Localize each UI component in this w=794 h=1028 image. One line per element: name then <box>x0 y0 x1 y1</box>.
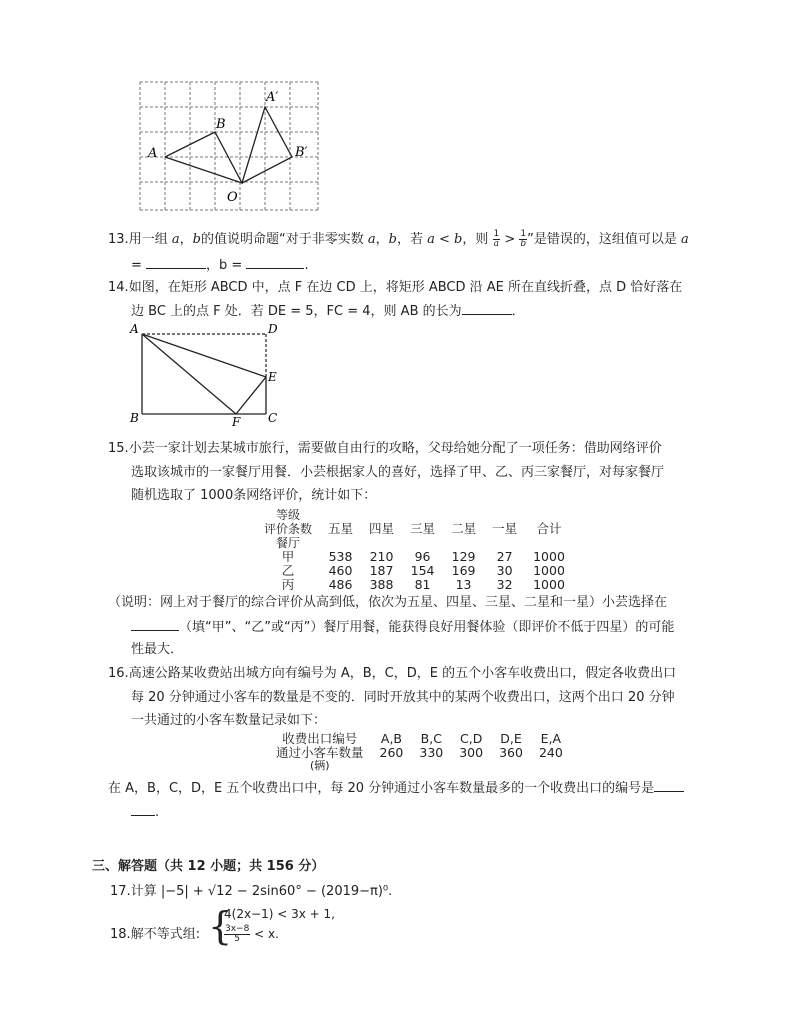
q14-blank[interactable] <box>462 302 512 315</box>
svg-text:B: B <box>130 411 139 425</box>
q15-note3: 性最大． <box>131 642 184 657</box>
q16-line3: 一共通过的小客车数量记录如下： <box>131 713 327 728</box>
q13-blank-a[interactable] <box>146 256 206 269</box>
rectangle-fold-figure <box>128 322 288 426</box>
rotation-grid-figure <box>132 80 322 216</box>
table-corner-header: 等级 评价条数 餐厅 <box>264 508 313 550</box>
inequality-brace: { <box>208 904 233 948</box>
q13-blank-b[interactable] <box>246 256 304 269</box>
table-row: 乙 460 187 154 169 30 1000 <box>281 563 565 578</box>
q16-line2: 每 20 分钟通过小客车的数量是不变的．同时开放其中的某两个收费出口，这两个出口 20 分钟 <box>131 690 675 705</box>
svg-text:D: D <box>268 322 278 336</box>
label-O: O <box>227 190 238 205</box>
q15-line3: 随机选取了 1000条网络评价，统计如下： <box>131 488 377 503</box>
q16-question-cont: . <box>131 803 159 822</box>
q13-line2: = ，b = . <box>131 258 309 273</box>
q13-number: 13. <box>108 232 129 247</box>
q15-blank[interactable] <box>131 618 179 631</box>
q14-line2: 边 BC 上的点 F 处．若 DE = 5，FC = 4，则 AB 的长为 ． <box>131 304 525 319</box>
q15-note2: （填“甲”、“乙”或“丙”）餐厅用餐，能获得良好用餐体验（即评价不低于四星）的可能 <box>131 618 674 637</box>
q15-stat-table: 等级 评价条数 餐厅 五星 四星 三星 二星 一星 合计 甲 538 210 96 129 27 1000 乙 460 187 154 169 30 1000 丙 486 388 81 13 32 1000 <box>256 508 573 592</box>
svg-text:E: E <box>268 370 277 384</box>
table-row: 甲 538 210 96 129 27 1000 <box>281 549 565 564</box>
label-A: A <box>148 146 158 161</box>
q16-blank-part2[interactable] <box>131 803 155 816</box>
label-B: B <box>216 117 226 132</box>
inequality-2: $\frac{3x-8}{5}$ < x. <box>225 924 279 944</box>
q14-line1: 14.如图，在矩形 ABCD 中，点 F 在边 CD 上，将矩形 ABCD 沿 AE 所在直线折叠，点 D 恰好落在 <box>108 280 683 295</box>
fraction-1-over-a: $\frac{1}{a}$ <box>493 229 500 249</box>
label-A-prime: A′ <box>266 90 279 105</box>
q13-line1: 13.用一组 a，b的值说明命题“对于非零实数 a，b，若 a < b，则 $\frac{1}{a}$ > $\frac{1}{b}$ ”是错误的，这组值可以是 a <box>108 229 689 249</box>
svg-text:A: A <box>130 322 139 336</box>
fraction-1-over-b: $\frac{1}{b}$ <box>520 229 527 249</box>
q16-blank-part1[interactable] <box>654 779 684 792</box>
q15-line1: 15.小芸一家计划去某城市旅行，需要做自由行的攻略，父母给她分配了一项任务：借助网络评价 <box>108 441 662 456</box>
svg-text:C: C <box>268 411 278 425</box>
q16-table: 收费出口编号 A,B B,C C,D D,E E,A 通过小客车数量 (辆) 260 330 300 360 240 <box>276 731 563 772</box>
q17-line: 17.计算 |−5| + √12 − 2sin60° − (2019−π)⁰. <box>110 884 393 899</box>
triangle-A1OB1 <box>242 107 292 183</box>
section-title: 三、解答题（共 12 小题；共 156 分） <box>92 859 325 874</box>
q16-line1: 16.高速公路某收费站出城方向有编号为 A，B，C，D，E 的五个小客车收费出口，假定各收费出口 <box>108 666 677 681</box>
q15-line2: 选取该城市的一家餐厅用餐．小芸根据家人的喜好，选择了甲、乙、丙三家餐厅，对每家餐厅 <box>131 465 665 480</box>
svg-text:F: F <box>232 415 241 426</box>
inequality-1: 4(2x−1) < 3x + 1, <box>224 907 335 921</box>
table-row: 丙 486 388 81 13 32 1000 <box>281 577 565 592</box>
q15-note1: （说明：网上对于餐厅的综合评价从高到低，依次为五星、四星、三星、二星和一星）小芸选择在 <box>108 595 668 610</box>
label-B-prime: B′ <box>295 145 308 160</box>
q16-question: 在 A，B，C，D，E 五个收费出口中，每 20 分钟通过小客车数量最多的一个收费出口的编号是 <box>108 779 684 798</box>
